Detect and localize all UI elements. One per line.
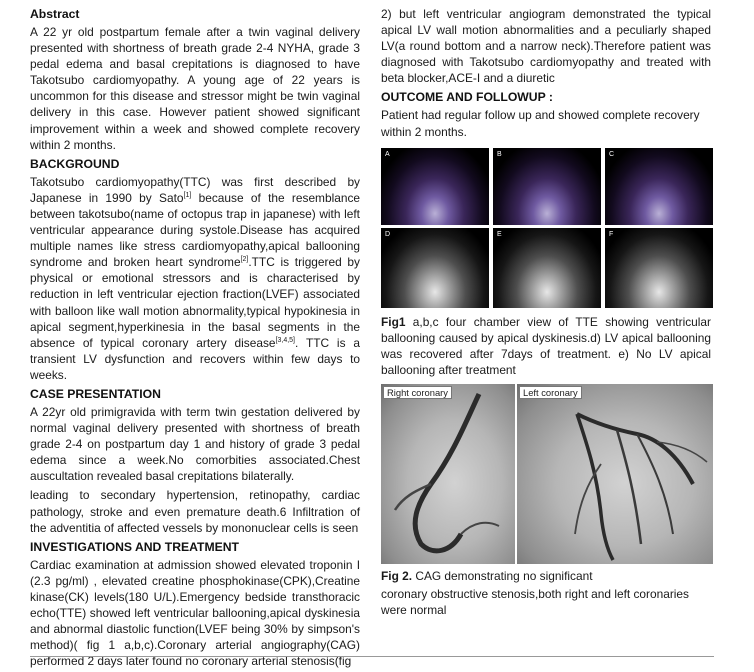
outcome-text: Patient had regular follow up and showed complete recovery within 2 months.	[381, 108, 700, 139]
investigations-heading: INVESTIGATIONS AND TREATMENT	[30, 539, 239, 554]
right-column	[381, 6, 711, 621]
background-text: Takotsubo cardiomyopathy(TTC) was first described by Japanese in 1990 by Sato[1] because of the resemblance between takotsubo(name of octopus trap in japanese) with left ventricular appearance during systole.Disease has acquired multiple names like stress cardiomyopathy,apical ballooning syndrome and broken heart syndrome[2].TTC is triggered by physical or emotional stressors and is characterised by reduction in left ventricular ejection fraction(LVEF) associated with balloon like wall motion abnormality,typical hypokinesia in apical segment,hyperkinesia in the basal segments in the absence of typical coronary artery disease[3,4,5]. TTC is a transient LV dysfunction and recovers within few days to weeks.	[30, 174, 360, 382]
right-coronary-vessel-icon	[381, 384, 515, 564]
left-column	[30, 6, 360, 672]
figure-1-echo-grid	[381, 148, 713, 308]
figure-2-caption: Fig 2. CAG demonstrating no significant	[381, 569, 593, 584]
angio-right-coronary	[381, 384, 515, 564]
angio-left-coronary	[517, 384, 713, 564]
ref-3-5: [3,4,5]	[275, 336, 295, 344]
left-coronary-vessel-icon	[517, 384, 713, 564]
case-text: A 22yr old primigravida with term twin gestation delivered by normal vaginal delivery presented with shortness of breath grade 2-4 on postpartum day 1 and history of grade 3 pedal edema since a week.No comorbities associated.Chest auscultation revealed basal crepitations bilaterally.	[30, 404, 360, 484]
case-heading: CASE PRESENTATION	[30, 386, 161, 401]
investigations-text: Cardiac examination at admission showed elevated troponin I (2.3 pg/ml) , elevated creatine phosphokinase(CPK),Creatine kinase(CK) levels(180 U/L).Emergency bedside transthoracic echo(TTE) showed left ventricular ballooning,apical dyskinesia and abnormal diastolic function(LVEF being 30% by simpson's method)( fig 1 a,b,c).Coronary arterial angiography(CAG) performed 2 days later found no coronary arterial stenosis(fig	[30, 557, 360, 669]
abstract-text: A 22 yr old postpartum female after a twin vaginal delivery presented with shortness of breath grade 2-4 NYHA, grade 3 pedal edema and basal crepitations is diagnosed to have Takotsubo cardiomyopathy. A young age of 22 years is uncommon for this disease and stressor might be twin vaginal delivery in this case. However patient showed significant improvement within a week and showed complete recovery within 2 months.	[30, 25, 360, 152]
ref-1: [1]	[183, 191, 192, 199]
left-coronary-label: Left coronary	[519, 386, 582, 399]
continuation-text: 2) but left ventricular angiogram demonstrated the typical apical LV wall motion abnormalities and a peculiarly shaped LV(a round bottom and a narrow neck).Therefore patient was diagnosed with Takotsubo cardiomyopathy and treated with beta blocker,ACE-I and a diuretic	[381, 7, 711, 86]
echo-panel-c: C	[605, 148, 713, 225]
figure-2-caption-continued: coronary obstructive stenosis,both right and left coronaries were normal	[381, 587, 689, 618]
figure-1-caption: Fig1 a,b,c four chamber view of TTE showing ventricular ballooning caused by apical dyskinesis.d) LV apical ballooning was recovered after 7days of treatment. e) No LV apical ballooning after treatment	[381, 314, 711, 377]
bottom-rule	[30, 656, 714, 657]
ref-2: [2]	[240, 256, 249, 264]
echo-panel-a: A	[381, 148, 489, 225]
echo-panel-e: E	[493, 228, 601, 308]
right-coronary-label: Right coronary	[383, 386, 452, 399]
case-text-2: leading to secondary hypertension, retinopathy, cardiac pathology, stroke and even premature death.6 Infiltration of the adventitia of affected vessels by mononuclear cells is seen	[30, 488, 360, 535]
figure-2-angiogram	[381, 384, 713, 564]
background-heading: BACKGROUND	[30, 156, 120, 171]
abstract-heading: Abstract	[30, 7, 80, 21]
echo-panel-b: B	[493, 148, 601, 225]
echo-panel-f: F	[605, 228, 713, 308]
echo-panel-d: D	[381, 228, 489, 308]
outcome-heading: OUTCOME AND FOLLOWUP :	[381, 90, 553, 105]
